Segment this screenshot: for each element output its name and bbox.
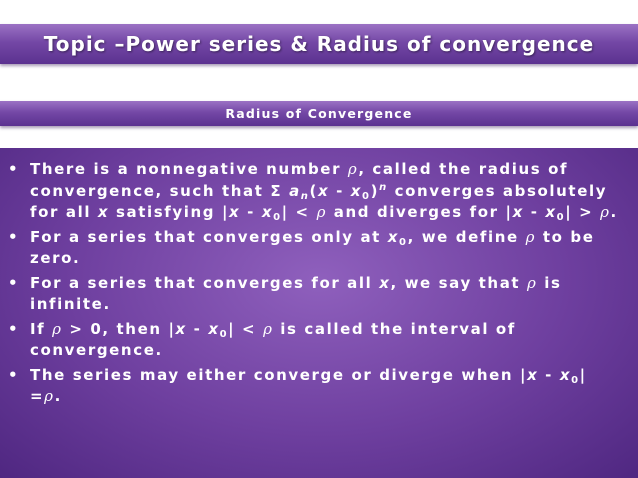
bullet-item-interval	[8, 319, 624, 362]
content-panel	[0, 148, 638, 478]
bullet-text: For a series that converges for all x, we say that ρ is infinite.	[30, 273, 562, 313]
title-banner	[0, 24, 638, 64]
bullet-text: For a series that converges only at $x_0$, we define ρ to be zero.	[30, 227, 595, 267]
bullet-item-definition	[8, 159, 624, 224]
bullet-icon: •	[8, 273, 20, 292]
bullet-text: If ρ > 0, then $|x - x_0| < \rho$ is called the interval of convergence.	[30, 319, 516, 359]
bullet-item-boundary	[8, 365, 624, 408]
slide-subtitle: Radius of Convergence	[225, 106, 413, 121]
rho-symbol: ρ	[347, 160, 359, 178]
bullet-item-infinite-radius	[8, 273, 624, 316]
bullet-icon: •	[8, 160, 20, 178]
bullet-icon: •	[8, 365, 20, 384]
bullet-item-zero-radius	[8, 227, 624, 270]
bullet-icon: •	[8, 319, 20, 338]
subtitle-banner	[0, 101, 638, 126]
bullet-text: There is a nonnegative number ρ, called the radius of convergence, such that Σ $a_n(x - x_0)^n$ converges absolutely for all x satisfying $|x - x_0| < \rho$ and diverges for $|x - x_0| > \rho$.	[30, 160, 618, 223]
slide-title: Topic –Power series & Radius of convergence	[43, 32, 595, 56]
bullet-icon: •	[8, 227, 20, 246]
bullet-text: The series may either converge or diverge when $|x - x_0| =\rho$.	[30, 365, 587, 405]
sigma-symbol: Σ	[270, 181, 283, 200]
